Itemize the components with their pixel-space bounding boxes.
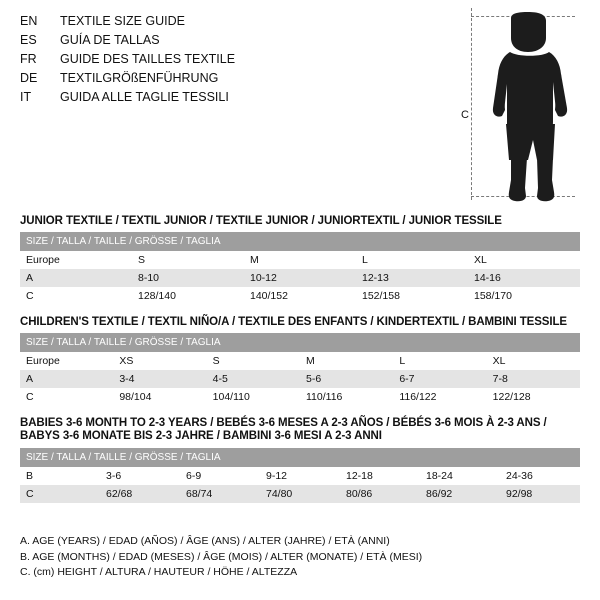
- cell: 152/158: [356, 287, 468, 305]
- cell: 158/170: [468, 287, 580, 305]
- table-row: [20, 287, 580, 305]
- cell: 6-7: [393, 370, 486, 388]
- table-row: [20, 370, 580, 388]
- section-junior-textile: [20, 215, 580, 305]
- legend-block: [20, 534, 580, 581]
- cell: XL: [487, 352, 580, 370]
- cell: M: [300, 352, 393, 370]
- size-table-babies: [20, 448, 580, 503]
- cell: 74/80: [260, 485, 340, 503]
- cell: M: [244, 251, 356, 269]
- cell: S: [207, 352, 300, 370]
- cell: 6-9: [180, 467, 260, 485]
- table-row: [20, 467, 580, 485]
- cell: 92/98: [500, 485, 580, 503]
- section-childrens-textile: [20, 316, 580, 406]
- table-row: [20, 388, 580, 406]
- cell: 122/128: [487, 388, 580, 406]
- cell: 5-6: [300, 370, 393, 388]
- language-row: [20, 90, 440, 109]
- cell: 14-16: [468, 269, 580, 287]
- row-label: C: [20, 388, 113, 406]
- cell: 18-24: [420, 467, 500, 485]
- cell: 9-12: [260, 467, 340, 485]
- legend-line-c: C. (cm) HEIGHT / ALTURA / HAUTEUR / HÖHE / ALTEZZA: [20, 566, 298, 578]
- table-header-row: [20, 448, 580, 467]
- language-row: [20, 52, 440, 71]
- row-label: Europe: [20, 251, 132, 269]
- cell: XS: [113, 352, 206, 370]
- row-label: A: [20, 370, 113, 388]
- row-label: A: [20, 269, 132, 287]
- cell: 104/110: [207, 388, 300, 406]
- table-header-label: SIZE / TALLA / TAILLE / GRÖSSE / TAGLIA: [20, 232, 580, 251]
- section-title: JUNIOR TEXTILE / TEXTIL JUNIOR / TEXTILE JUNIOR / JUNIORTEXTIL / JUNIOR TESSILE: [20, 215, 502, 227]
- cell: 4-5: [207, 370, 300, 388]
- cell: 3-4: [113, 370, 206, 388]
- language-row: [20, 14, 440, 33]
- row-label: B: [20, 467, 100, 485]
- legend-line-b: B. AGE (MONTHS) / EDAD (MESES) / ÂGE (MOIS) / ALTER (MONATE) / ETÀ (MESI): [20, 550, 423, 563]
- section-title: BABIES 3-6 MONTH TO 2-3 YEARS / BEBÉS 3-6 MESES A 2-3 AÑOS / BÉBÉS 3-6 MOIS À 2-3 ANS / BABYS 3-6 MONATE BIS 2-3 JAHRE / BAMBINI 3-6 MESI A 2-3 ANNI: [20, 417, 547, 442]
- cell: 62/68: [100, 485, 180, 503]
- language-code: FR: [20, 52, 37, 66]
- row-label: Europe: [20, 352, 113, 370]
- language-code: DE: [20, 71, 38, 85]
- table-row: [20, 485, 580, 503]
- cell: 24-36: [500, 467, 580, 485]
- table-header-label: SIZE / TALLA / TAILLE / GRÖSSE / TAGLIA: [20, 333, 580, 352]
- section-title: CHILDREN'S TEXTILE / TEXTIL NIÑO/A / TEXTILE DES ENFANTS / KINDERTEXTIL / BAMBINI TESSILE: [20, 316, 567, 328]
- measurement-figure: [455, 8, 585, 203]
- toddler-silhouette-icon: [481, 12, 581, 202]
- cell: L: [393, 352, 486, 370]
- row-label: C: [20, 485, 100, 503]
- table-row: [20, 352, 580, 370]
- legend-line-a: A. AGE (YEARS) / EDAD (AÑOS) / ÂGE (ANS) / ALTER (JAHRE) / ETÀ (ANNI): [20, 535, 390, 547]
- language-title: TEXTILE SIZE GUIDE: [60, 14, 186, 28]
- size-table-junior: [20, 232, 580, 305]
- cell: 8-10: [132, 269, 244, 287]
- language-title: TEXTILGRÖßENFÜHRUNG: [60, 71, 219, 85]
- size-table-childrens: [20, 333, 580, 406]
- section-babies-textile: [20, 417, 580, 503]
- cell: 10-12: [244, 269, 356, 287]
- table-row: [20, 269, 580, 287]
- table-header-row: [20, 232, 580, 251]
- cell: 110/116: [300, 388, 393, 406]
- cell: S: [132, 251, 244, 269]
- language-code: IT: [20, 90, 32, 104]
- table-header-row: [20, 333, 580, 352]
- language-title: GUÍA DE TALLAS: [60, 33, 160, 47]
- language-header-block: [20, 14, 440, 109]
- language-title: GUIDA ALLE TAGLIE TESSILI: [60, 90, 229, 104]
- cell: 3-6: [100, 467, 180, 485]
- language-title: GUIDE DES TAILLES TEXTILE: [60, 52, 236, 66]
- cell: 140/152: [244, 287, 356, 305]
- cell: 68/74: [180, 485, 260, 503]
- cell: 128/140: [132, 287, 244, 305]
- cell: 116/122: [393, 388, 486, 406]
- height-label-c: C: [461, 109, 469, 121]
- row-label: C: [20, 287, 132, 305]
- cell: 12-13: [356, 269, 468, 287]
- cell: 7-8: [487, 370, 580, 388]
- language-row: [20, 33, 440, 52]
- cell: 86/92: [420, 485, 500, 503]
- cell: XL: [468, 251, 580, 269]
- language-row: [20, 71, 440, 90]
- table-header-label: SIZE / TALLA / TAILLE / GRÖSSE / TAGLIA: [20, 448, 580, 467]
- table-row: [20, 251, 580, 269]
- cell: L: [356, 251, 468, 269]
- cell: 12-18: [340, 467, 420, 485]
- language-code: ES: [20, 33, 37, 47]
- cell: 80/86: [340, 485, 420, 503]
- height-guide-line: [471, 8, 472, 200]
- language-code: EN: [20, 14, 38, 28]
- cell: 98/104: [113, 388, 206, 406]
